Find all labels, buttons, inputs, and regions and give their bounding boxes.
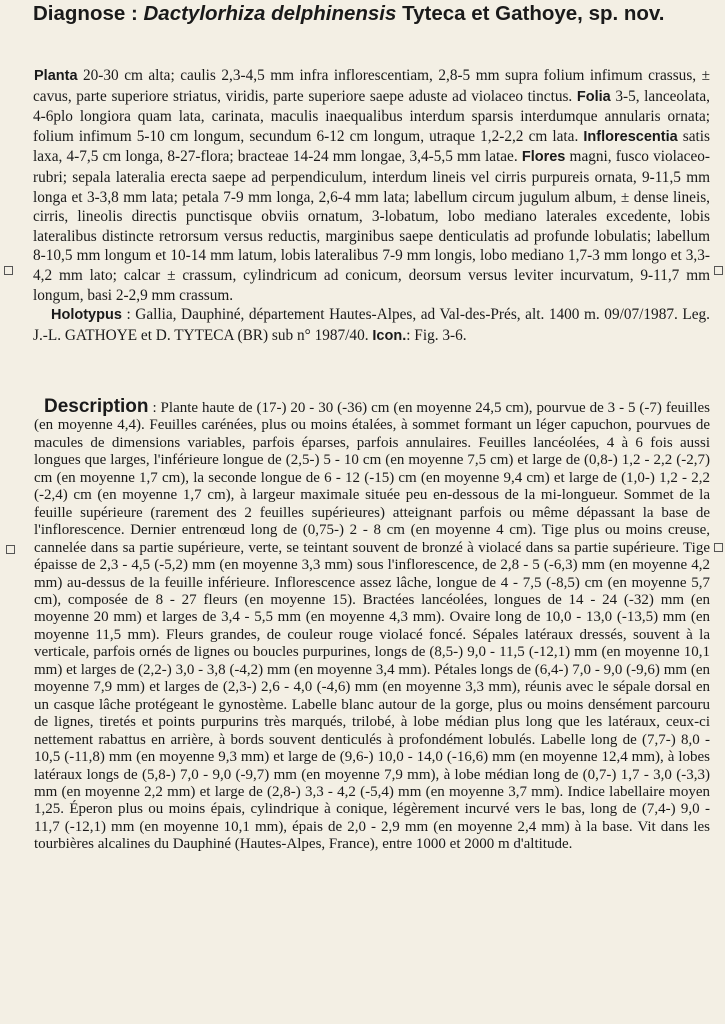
planta-label: Planta [34, 68, 78, 84]
inflorescentia-text: satis laxa, 4-7,5 cm longa, 8-27-flora; bracteae 14-24 mm longae, 3,4-5,5 mm latae. [33, 127, 710, 166]
inflorescentia-label: Inflorescentia [583, 128, 678, 145]
margin-marker [6, 545, 15, 554]
description-paragraph [34, 398, 710, 854]
icon-label: Icon. [372, 327, 407, 344]
planta-text: 20-30 cm alta; caulis 2,3-4,5 mm infra inflorescentiam, 2,8-5 mm supra folium infimum crassus, ± cavus, parte superiore striatus, viridis, parte superiore saepe aduste ad violaceo tinctus. [33, 67, 710, 105]
flores-text: magni, fusco violaceo-rubri; sepala lateralia erecta saepe ad perpendiculum, interdum lineis vel cirris purpureis ornata, 9-11,5 mm longa et 3-3,8 mm lata; petala 7-9 mm longa, 2,6-4 mm lata; labellum circum jugulum album, ± dense lineis, cirris, lineolis directis punctisque obviis ornatum, 3-lobatum, lobo mediano laterales excedente, lobis lateralibus distincte retrorsum versus reductis, marginibus saepe denticulatis ad profunde lobulatis; labellum 8-10,5 mm longum et 10-14 mm latum, lobis lateralibus 7-9 mm longis, lobo mediano 1,7-3 mm longo et 3,3-4,2 mm lato; calcar ± crassum, cylindricum ad conicum, deorsum versus leviter incurvatum, 9-11,7 mm longum, basi 2-2,9 mm crassum. [33, 148, 710, 304]
title-authors: Tyteca et Gathoye, sp. nov. [396, 2, 665, 25]
margin-marker [714, 543, 723, 552]
folia-text: 3-5, lanceolata, 4-6plo longiora quam lata, carinata, maculis inaequalibus interdum sparsis interdumque annularis ornata; folium infimum 5-10 cm longum, secundum 6-12 cm longum, utraque 1,2-2,2 cm lata. [33, 87, 710, 145]
margin-marker [4, 266, 13, 275]
species-name: Dactylorhiza delphinensis [143, 2, 397, 25]
latin-diagnosis [33, 66, 710, 346]
folia-label: Folia [576, 88, 611, 105]
margin-marker [714, 266, 723, 275]
holotypus-paragraph [33, 305, 710, 346]
holotypus-label: Holotypus [51, 307, 122, 324]
holotypus-text: : Gallia, Dauphiné, département Hautes-Alpes, ad Val-des-Prés, alt. 1400 m. 09/07/1987. Leg. J.-L. GATHOYE et D. TYTECA (BR) sub n° 1987/40. [33, 306, 710, 344]
french-description [34, 398, 710, 854]
flores-label: Flores [521, 149, 566, 166]
description-heading: Description [44, 396, 149, 417]
latin-body [33, 66, 710, 305]
icon-text: : Fig. 3-6. [406, 326, 467, 344]
description-text: : Plante haute de (17-) 20 - 30 (-36) cm (en moyenne 24,5 cm), pourvue de 3 - 5 (-7) feuilles (en moyenne 4,4). Feuilles carénées, plus ou moins étalées, à sommet formant un léger capuchon, pourvues de macules de dimensions variables, parfois éparses, parfois annulaires. Feuilles lancéolées, 4 à 6 fois aussi longues que larges, l'inférieure longue de (2,5-) 5 - 10 cm (en moyenne 7,5 cm) et large de (0,8-) 1,2 - 2,2 (-2,7) cm (en moyenne 1,7 cm), la seconde longue de 6 - 12 (-15) cm (en moyenne 9,4 cm) et large de (1,0-) 1,2 - 2,2 (-2,4) cm (en moyenne 1,7 cm), à largeur maximale située peu en-dessous de la mi-longueur. Sommet de la feuille supérieure (rarement des 2 feuilles supérieures) atteignant parfois ou même dépassant la base de l'inflorescence. Dernier entrenœud long de (0,75-) 2 - 8 cm (en moyenne 4 cm). Tige plus ou moins creuse, cannelée dans sa partie supérieure, verte, se teintant souvent de bronzé à violacé dans sa partie supérieure. Tige épaisse de 2,3 - 4,5 (-5,2) mm (en moyenne 3,3 mm) sous l'inflorescence, de 2,8 - 5 (-6,3) mm (en moyenne 4,2 mm) au-dessus de la feuille inférieure. Inflorescence assez lâche, longue de 4 - 7,5 (-8,5) cm (en moyenne 5,7 cm), composée de 8 - 27 fleurs (en moyenne 15). Bractées lancéolées, longues de 14 - 24 (-32) mm (en moyenne 20 mm) et larges de 3,4 - 5,5 mm (en moyenne 4,3 mm). Ovaire long de 10,0 - 13,0 (-13,5) mm (en moyenne 11,5 mm). Fleurs grandes, de couleur rouge violacé foncé. Sépales latéraux dressés, souvent à la verticale, parfois ornés de lignes ou boucles purpurines, longs de (8,5-) 9,0 - 11,5 (-12,1) mm (en moyenne 10,1 mm) et larges de (2,2-) 3,0 - 3,8 (-4,2) mm (en moyenne 3,4 mm). Pétales longs de (6,4-) 7,0 - 9,0 (-9,6) mm (en moyenne 7,9 mm) et larges de (2,3-) 2,6 - 4,0 (-4,6) mm (en moyenne 3,3 mm), réunis avec le sépale dorsal en un casque lâche protégeant le gynostème. Labelle blanc autour de la gorge, plus ou moins densément parcouru de lignes, tiretés et points purpurins très marqués, trilobé, à lobe médian plus long que les latéraux, ceux-ci nettement rabattus en arrière, à bords souvent denticulés à profondément lobulés. Labelle long de (7,7-) 8,0 - 10,5 (-11,8) mm (en moyenne 9,3 mm) et large de (9,6-) 10,0 - 14,0 (-16,6) mm (en moyenne 12,4 mm), à lobes latéraux longs de (5,8-) 7,0 - 9,0 (-9,7) mm (en moyenne 7,9 mm), à lobe médian long de (0,7-) 1,7 - 3,0 (-3,3) mm (en moyenne 2,2 mm) et large de (2,8-) 3,3 - 4,2 (-5,4) mm (en moyenne 3,7 mm). Indice labellaire moyen 1,25. Éperon plus ou moins épais, cylindrique à conique, légèrement incurvé vers le bas, long de (7,4-) 9,0 - 11,7 (-12,1) mm (en moyenne 10,1 mm), épais de 2,0 - 2,9 mm (en moyenne 2,4 mm) à la base. Vit dans les tourbières alcalines du Dauphiné (Hautes-Alpes, France), entre 1000 et 2000 m d'altitude. [34, 400, 710, 853]
title-prefix: Diagnose : [33, 2, 144, 25]
diagnosis-title [33, 2, 713, 26]
